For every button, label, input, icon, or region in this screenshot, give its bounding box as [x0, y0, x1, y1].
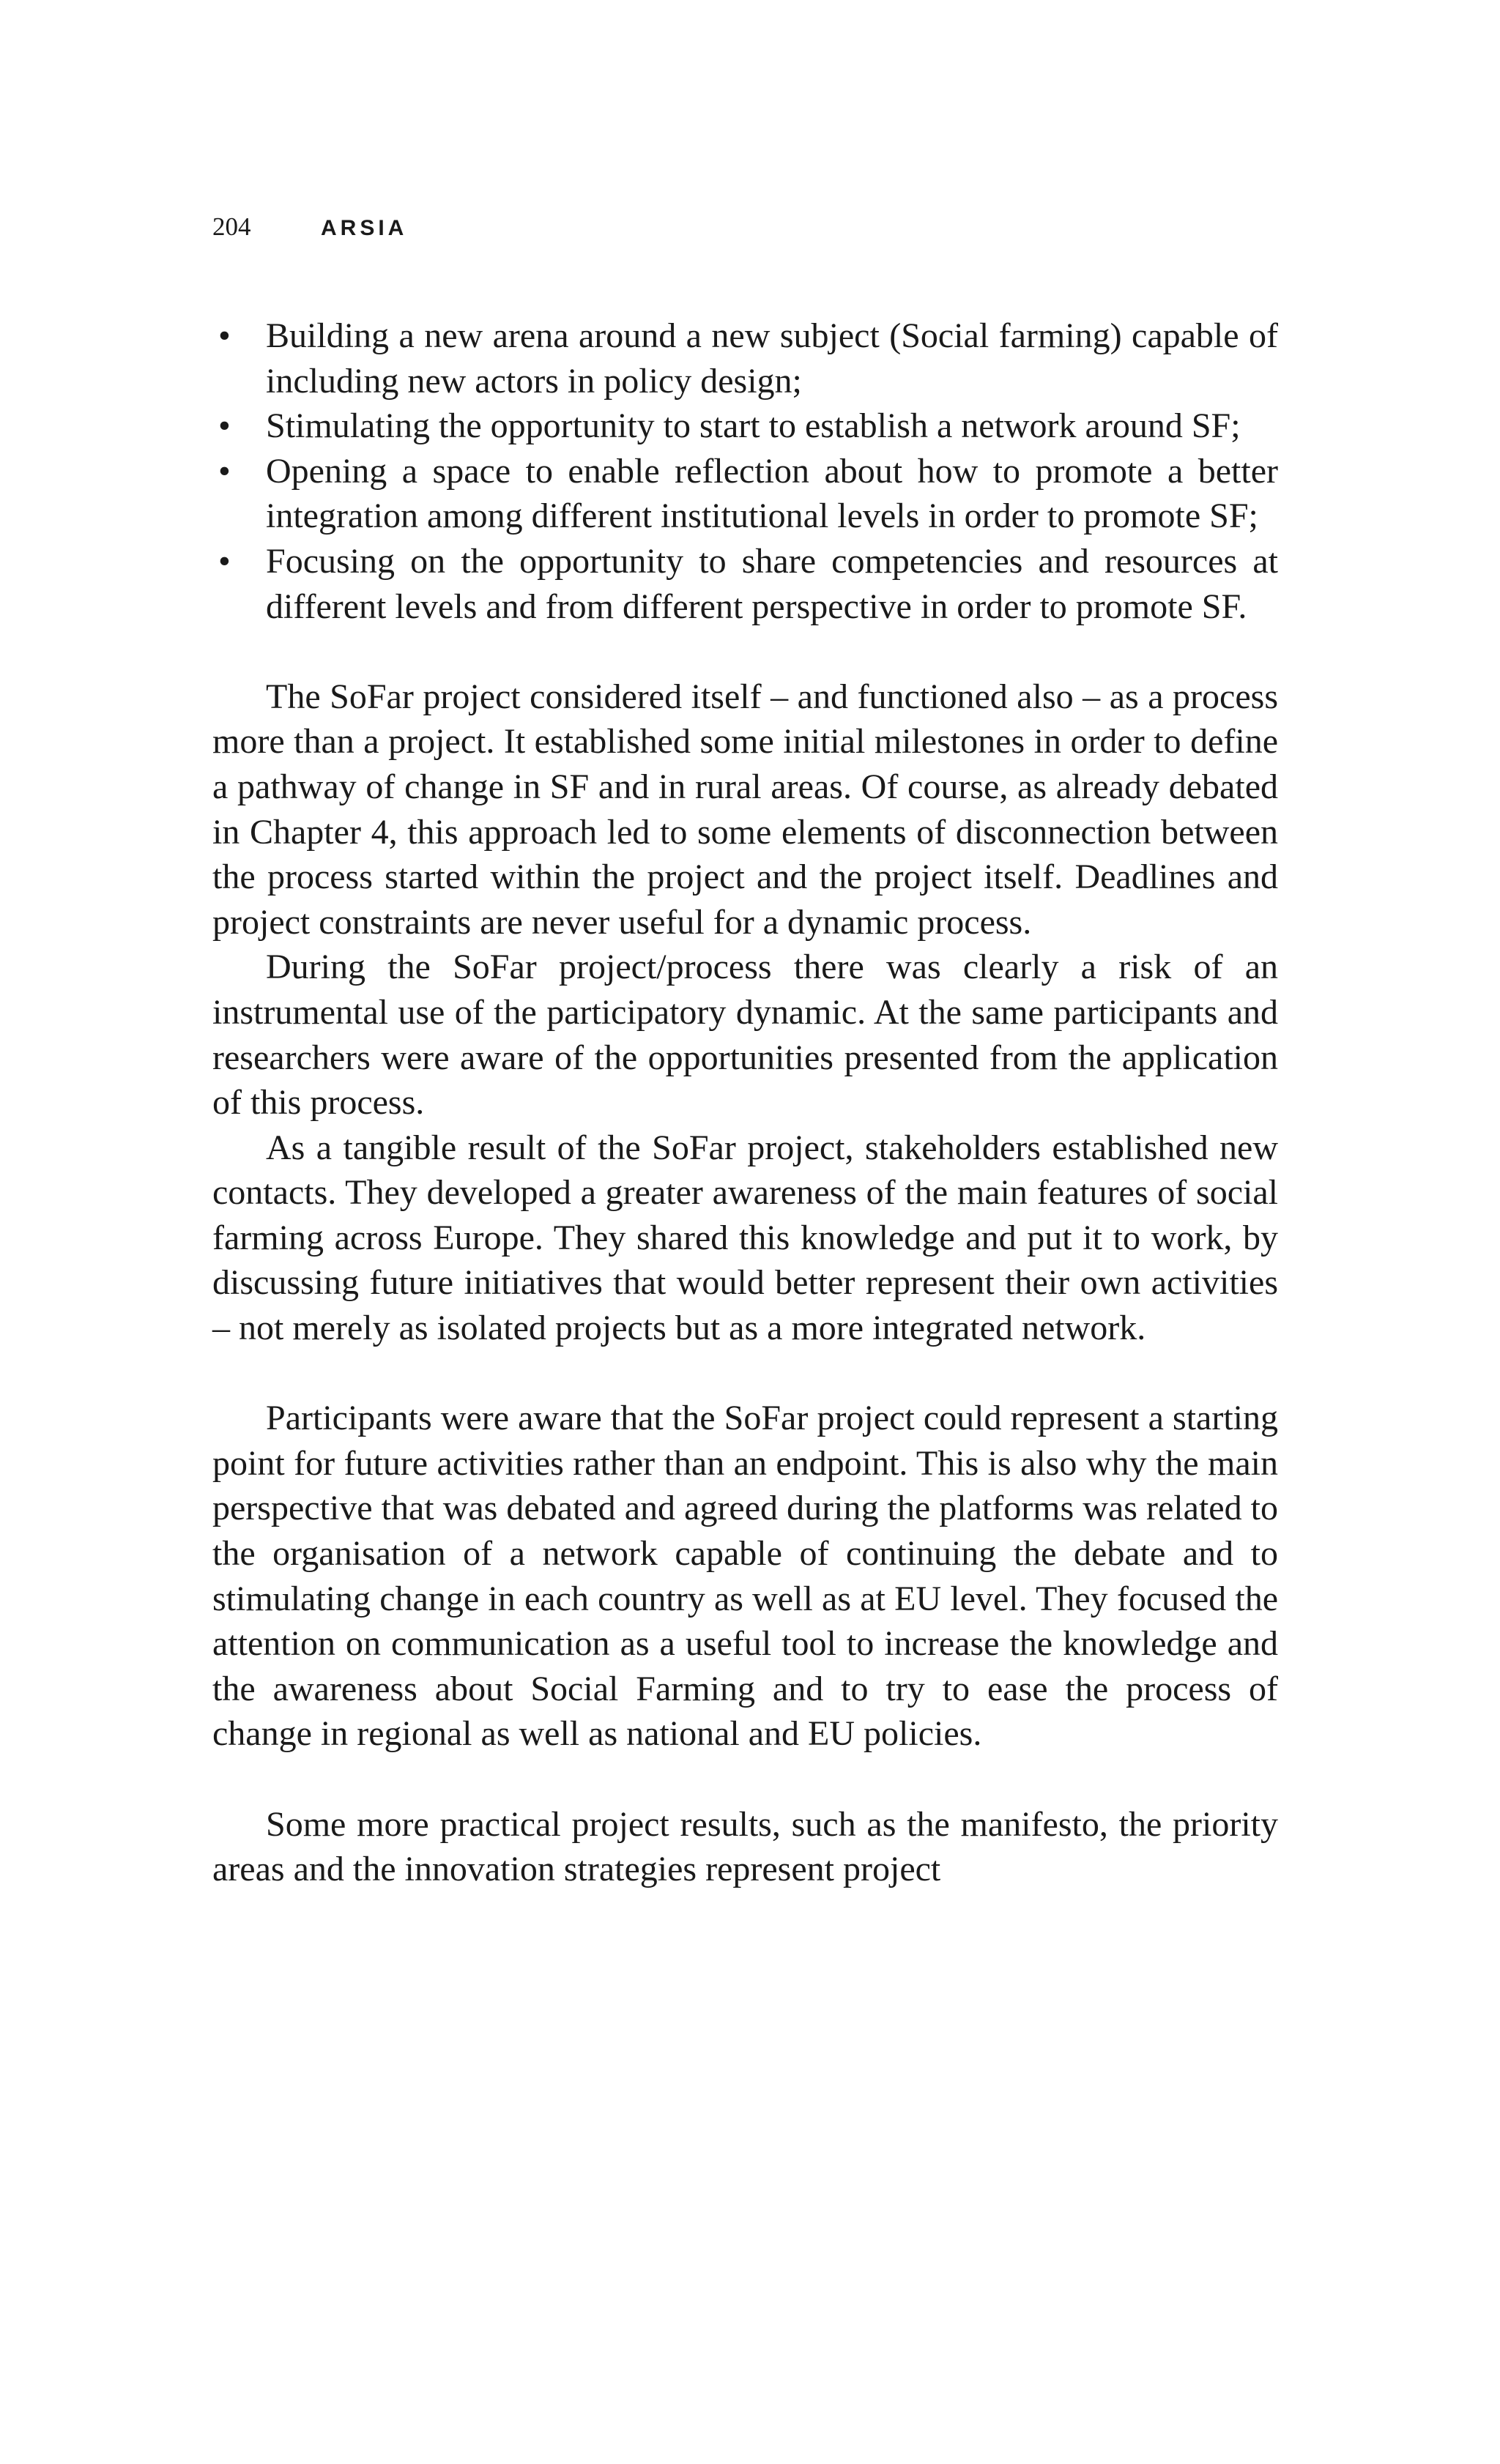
bullet-item: • Opening a space to enable reflection about how to promote a better integration among different institutional levels in order to promote SF;: [212, 449, 1278, 539]
bullet-item: • Focusing on the opportunity to share competencies and resources at different levels and from different perspective in order to promote SF.: [212, 539, 1278, 629]
running-head: [212, 212, 1278, 256]
page-number: 204: [212, 212, 251, 241]
paragraph: As a tangible result of the SoFar project, stakeholders established new contacts. They developed a greater awareness of the main features of social farming across Europe. They shared this knowledge and put it to work, by discussing future initiatives that would better represent their own activities – not merely as isolated projects but as a more integrated network.: [212, 1128, 1278, 1348]
section-gap: [212, 1757, 1278, 1802]
section-gap: [212, 629, 1278, 674]
bullet-item: • Building a new arena around a new subject (Social farming) capable of including new actors in policy design;: [212, 313, 1278, 403]
running-title: ARSIA: [321, 216, 408, 240]
paragraph: During the SoFar project/process there was clearly a risk of an instrumental use of the participatory dynamic. At the same participants and researchers were aware of the opportunities presented from the application of this process.: [212, 948, 1278, 1123]
bullet-item: • Stimulating the opportunity to start to establish a network around SF;: [212, 403, 1278, 449]
paragraph: Participants were aware that the SoFar project could represent a starting point for future activities rather than an endpoint. This is also why the main perspective that was debated and agreed during the platforms was related to the organisation of a network capable of continuing the debate and to stimulating change in each country as well as at EU level. They focused the attention on communication as a useful tool to increase the knowledge and the awareness about Social Farming and to try to ease the process of change in regional as well as national and EU policies.: [212, 1399, 1278, 1754]
paragraph: Some more practical project results, such as the manifesto, the priority areas and the innovation strategies represent project: [212, 1804, 1278, 1889]
body-text: [212, 313, 1278, 1892]
paragraph: The SoFar project considered itself – and functioned also – as a process more than a project. It established some initial milestones in order to define a pathway of change in SF and in rural areas. Of course, as already debated in Chapter 4, this approach led to some elements of disconnection between the process started within the project and the project itself. Deadlines and project constraints are never useful for a dynamic process.: [212, 677, 1278, 942]
section-gap: [212, 1351, 1278, 1396]
bullet-list: [212, 313, 1278, 629]
book-page: [212, 212, 1278, 1892]
